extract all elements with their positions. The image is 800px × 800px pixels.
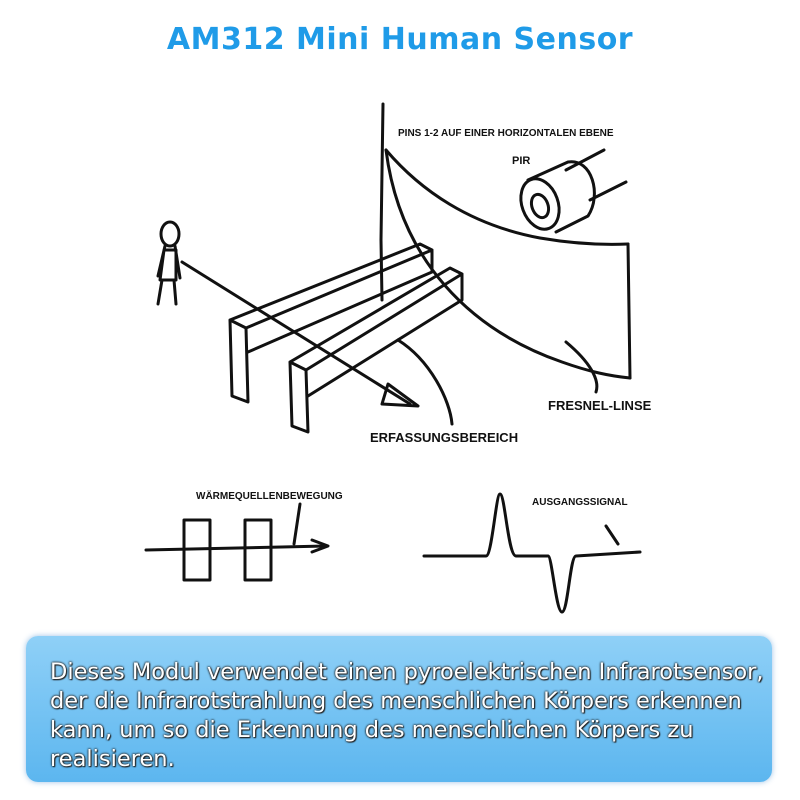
page-title: AM312 Mini Human Sensor bbox=[166, 22, 634, 57]
detection-area-label: ERFASSUNGSBEREICH bbox=[370, 430, 519, 445]
pir-label: PIR bbox=[512, 155, 531, 167]
pir-sensor-face bbox=[514, 173, 566, 234]
fresnel-lens-right-edge bbox=[628, 244, 630, 378]
detection-beam-right bbox=[290, 268, 462, 432]
pir-sensor-body bbox=[528, 162, 594, 232]
fresnel-lens-top-edge bbox=[386, 150, 628, 244]
detection-leader bbox=[398, 340, 452, 424]
pir-sensor-inner bbox=[528, 192, 551, 220]
detection-beam-left bbox=[230, 244, 432, 402]
fresnel-label: FRESNEL-LINSE bbox=[548, 398, 652, 413]
heat-movement-label: WÄRMEQUELLENBEWEGUNG bbox=[196, 491, 343, 502]
person-head bbox=[161, 222, 179, 246]
output-signal-wave bbox=[424, 494, 640, 612]
pins-label: PINS 1-2 AUF EINER HORIZONTALEN EBENE bbox=[398, 128, 614, 139]
output-signal-label: AUSGANGSSIGNAL bbox=[532, 497, 628, 508]
heat-source-box-2 bbox=[245, 520, 271, 580]
person-body bbox=[158, 246, 180, 304]
movement-arrow-head bbox=[382, 384, 418, 406]
description-panel bbox=[26, 636, 772, 782]
heat-leader bbox=[294, 504, 300, 544]
signal-leader bbox=[606, 526, 618, 544]
description-text: Dieses Modul verwendet einen pyroelektrischen Infrarotsensor, der die Infrarotstrahlung des menschlichen Körpers erkennen kann, um so die Erkennung des menschlichen Körpers zu realisieren. bbox=[50, 659, 764, 772]
movement-arrow-line bbox=[182, 262, 410, 404]
heat-arrow-line bbox=[146, 546, 326, 550]
